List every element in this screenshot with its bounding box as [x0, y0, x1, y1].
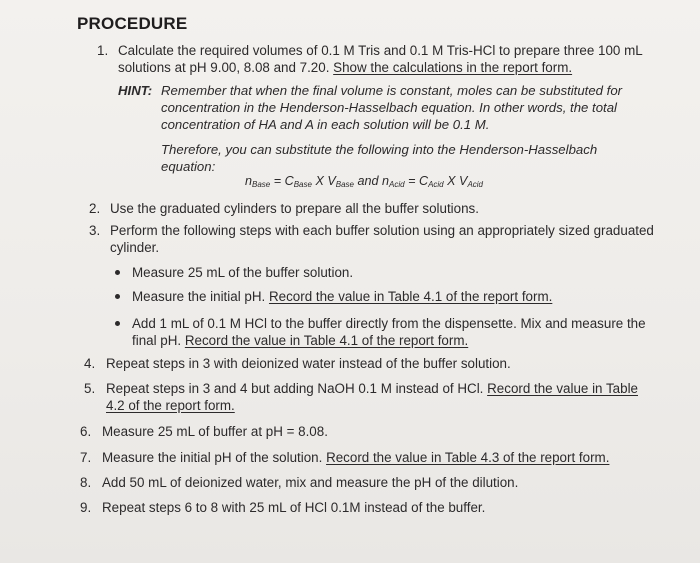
hint-text: equation: [161, 159, 216, 174]
step-number: 6. [80, 424, 92, 439]
step-number: 1. [97, 43, 109, 58]
hint-text: Remember that when the final volume is constant, moles can be substituted for [161, 83, 623, 98]
step-number: 7. [80, 450, 92, 465]
step-number: 8. [80, 475, 92, 490]
step-text: Add 50 mL of deionized water, mix and measure the pH of the dilution. [102, 475, 519, 490]
bullet-dot [115, 270, 120, 275]
hint-label: HINT: [118, 83, 153, 98]
report-form-reference: 4.2 of the report form. [106, 398, 235, 413]
step-text: solutions at pH 9.00, 8.08 and 7.20. [118, 60, 330, 75]
step-text: Repeat steps in 3 and 4 but adding NaOH 0.1 M instead of HCl. [106, 381, 484, 396]
report-form-reference: Record the value in Table [487, 381, 638, 396]
report-form-reference: Show the calculations in the report form. [333, 60, 573, 75]
bullet-text-line [132, 288, 552, 305]
step-number: 4. [84, 356, 96, 371]
step-number: 2. [89, 201, 101, 216]
step-text: Use the graduated cylinders to prepare all the buffer solutions. [110, 201, 479, 216]
step-number: 9. [80, 500, 92, 515]
page-title: PROCEDURE [77, 14, 188, 33]
report-form-reference: Record the value in Table 4.1 of the report form. [268, 289, 553, 304]
hint-text: concentration of HA and A in each solution will be 0.1 M. [161, 117, 490, 132]
step-text: Repeat steps 6 to 8 with 25 mL of HCl 0.1M instead of the buffer. [102, 500, 486, 515]
bullet-text-line [132, 332, 468, 349]
step-text: Measure the initial pH of the solution. [102, 450, 323, 465]
step-text-line [106, 380, 638, 397]
bullet-text: Measure the initial pH. [132, 289, 266, 304]
step-number: 5. [84, 381, 96, 396]
bullet-text: Measure 25 mL of the buffer solution. [132, 265, 354, 280]
bullet-text: final pH. [132, 333, 182, 348]
step-text: Repeat steps in 3 with deionized water instead of the buffer solution. [106, 356, 511, 371]
report-form-reference: Record the value in Table 4.1 of the report form. [184, 333, 469, 348]
step-text: Calculate the required volumes of 0.1 M Tris and 0.1 M Tris-HCl to prepare three 100 mL [118, 43, 643, 58]
step-text: Perform the following steps with each buffer solution using an appropriately sized graduated [110, 223, 654, 238]
step-text: cylinder. [110, 240, 160, 255]
bullet-dot [115, 294, 120, 299]
hint-text: Therefore, you can substitute the following into the Henderson-Hasselbach [161, 142, 598, 157]
bullet-dot [115, 321, 120, 326]
bullet-text: Add 1 mL of 0.1 M HCl to the buffer directly from the dispensette. Mix and measure the [132, 316, 646, 331]
report-form-reference: Record the value in Table 4.3 of the report form. [326, 450, 610, 465]
step-text-cont [118, 59, 572, 76]
hint-text: concentration in the Henderson-Hasselbach equation. In other words, the total [161, 100, 617, 115]
substitution-equation: $n_{Base} = C_{Base}$ X $V_{Base}$ and $n_{Acid} = C_{Acid}$ X $V_{Acid}$ [245, 174, 483, 189]
step-text-line [102, 449, 609, 466]
step-text: Measure 25 mL of buffer at pH = 8.08. [102, 424, 328, 439]
step-number: 3. [89, 223, 101, 238]
